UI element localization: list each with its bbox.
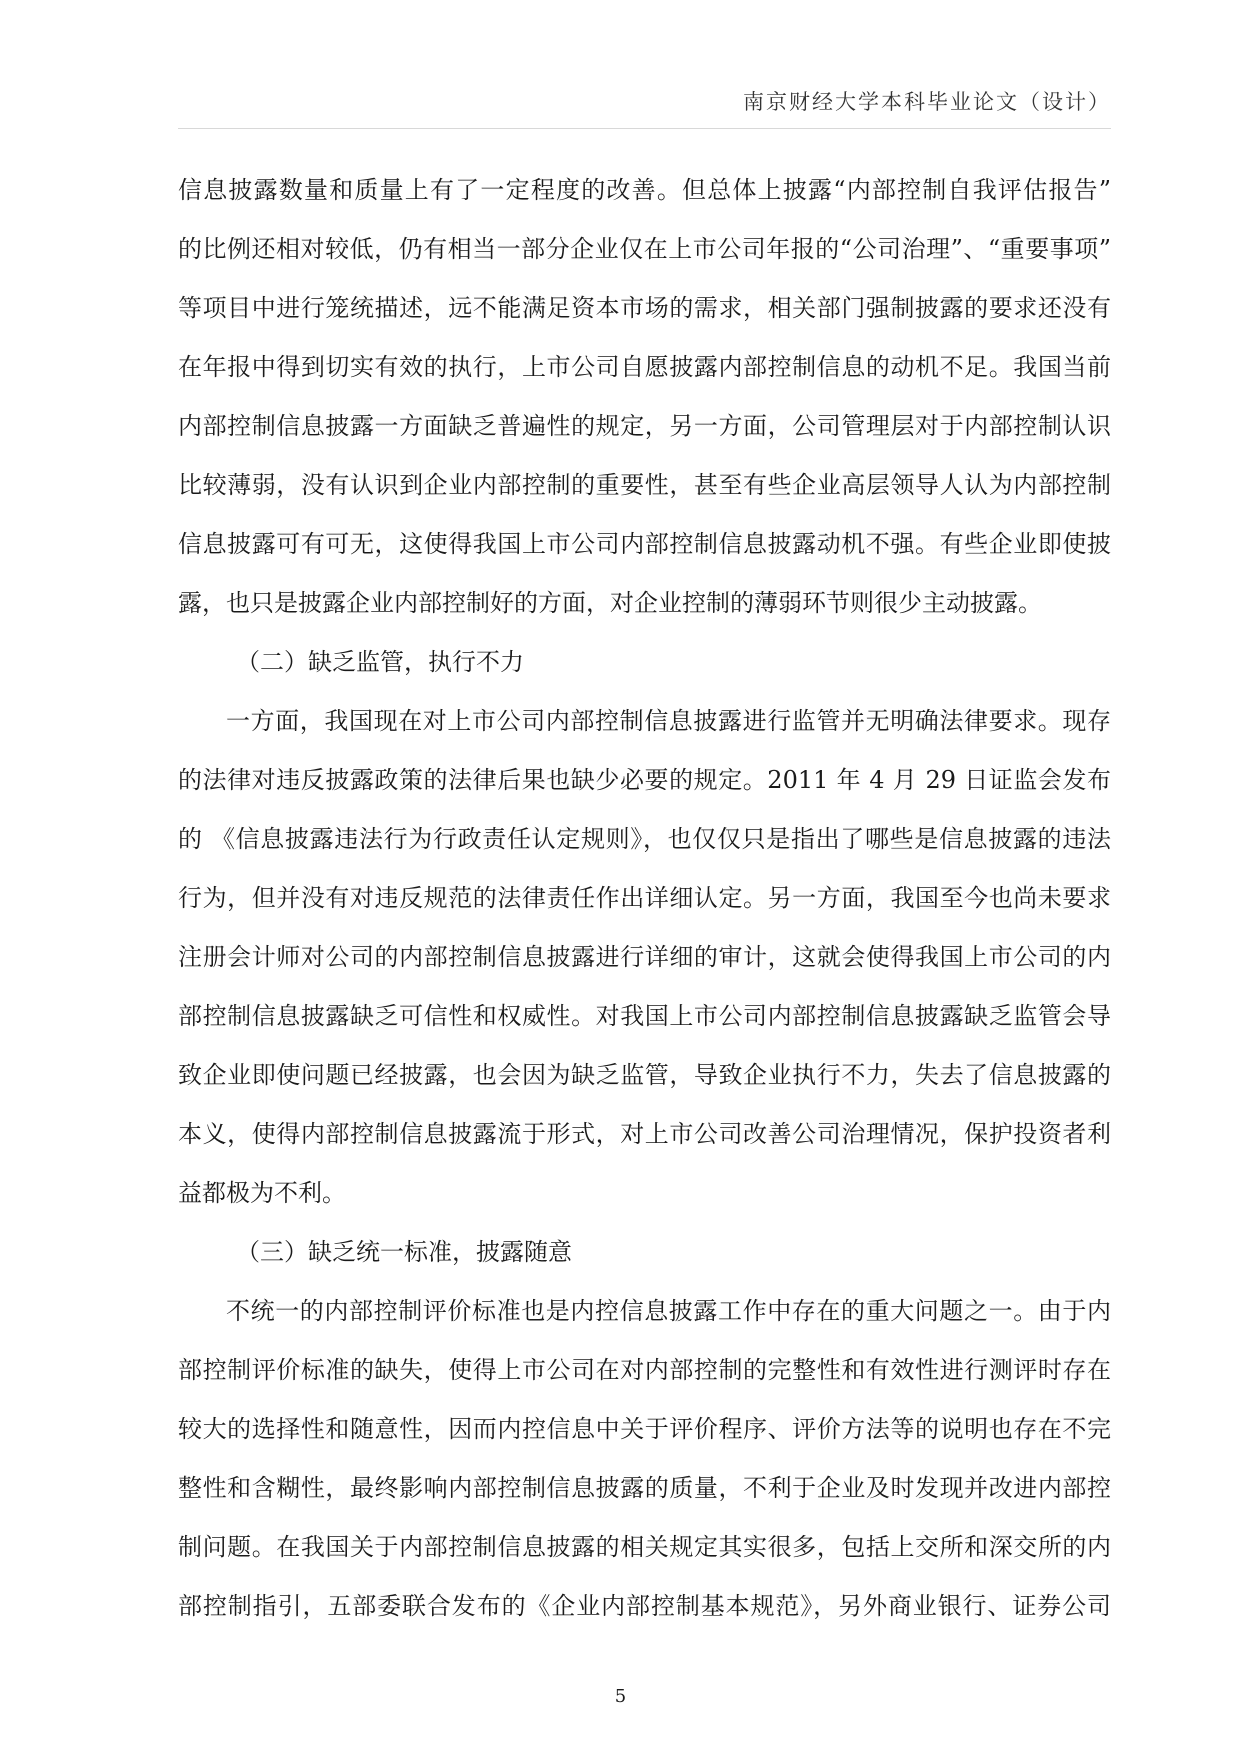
text-line: 的法律对违反披露政策的法律后果也缺少必要的规定。2011 年 4 月 29 日证监会发布 [178,766,1111,794]
text-line: 部控制信息披露缺乏可信性和权威性。对我国上市公司内部控制信息披露缺乏监管会导 [178,1002,1111,1030]
text-line: 注册会计师对公司的内部控制信息披露进行详细的审计，这就会使得我国上市公司的内 [178,943,1111,971]
text-line: 较大的选择性和随意性，因而内控信息中关于评价程序、评价方法等的说明也存在不完 [178,1415,1111,1443]
text-line: 不统一的内部控制评价标准也是内控信息披露工作中存在的重大问题之一。由于内 [226,1297,1111,1325]
text-line: 内部控制信息披露一方面缺乏普遍性的规定，另一方面，公司管理层对于内部控制认识 [178,412,1111,440]
text-line: 本义，使得内部控制信息披露流于形式，对上市公司改善公司治理情况，保护投资者利 [178,1120,1111,1148]
text-line: 露，也只是披露企业内部控制好的方面，对企业控制的薄弱环节则很少主动披露。 [178,589,1042,617]
text-line: 比较薄弱，没有认识到企业内部控制的重要性，甚至有些企业高层领导人认为内部控制 [178,471,1111,499]
header-divider [178,128,1111,129]
text-line: 行为，但并没有对违反规范的法律责任作出详细认定。另一方面，我国至今也尚未要求 [178,884,1111,912]
text-line: 在年报中得到切实有效的执行，上市公司自愿披露内部控制信息的动机不足。我国当前 [178,353,1111,381]
text-line: 整性和含糊性，最终影响内部控制信息披露的质量，不利于企业及时发现并改进内部控 [178,1474,1111,1502]
text-line: 等项目中进行笼统描述，远不能满足资本市场的需求，相关部门强制披露的要求还没有 [178,294,1111,322]
text-line: 致企业即使问题已经披露，也会因为缺乏监管，导致企业执行不力，失去了信息披露的 [178,1061,1111,1089]
text-line: 一方面，我国现在对上市公司内部控制信息披露进行监管并无明确法律要求。现存 [226,707,1111,735]
text-line: 的 《信息披露违法行为行政责任认定规则》，也仅仅只是指出了哪些是信息披露的违法 [178,825,1111,853]
text-line: 益都极为不利。 [178,1179,346,1207]
body-text [178,168,1111,1643]
running-header: 南京财经大学本科毕业论文（设计） [743,90,1111,114]
text-line: 信息披露可有可无，这使得我国上市公司内部控制信息披露动机不强。有些企业即使披 [178,530,1111,558]
text-line: 部控制指引，五部委联合发布的《企业内部控制基本规范》，另外商业银行、证券公司 [178,1592,1111,1620]
text-line: 部控制评价标准的缺失，使得上市公司在对内部控制的完整性和有效性进行测评时存在 [178,1356,1111,1384]
page-number: 5 [614,1686,627,1707]
text-line: 制问题。在我国关于内部控制信息披露的相关规定其实很多，包括上交所和深交所的内 [178,1533,1111,1561]
text-line: 的比例还相对较低，仍有相当一部分企业仅在上市公司年报的“公司治理”、“重要事项” [178,235,1111,263]
text-line: 信息披露数量和质量上有了一定程度的改善。但总体上披露“内部控制自我评估报告” [178,176,1111,204]
section-heading-3: （三）缺乏统一标准，披露随意 [236,1238,572,1266]
section-heading-2: （二）缺乏监管，执行不力 [236,648,524,676]
